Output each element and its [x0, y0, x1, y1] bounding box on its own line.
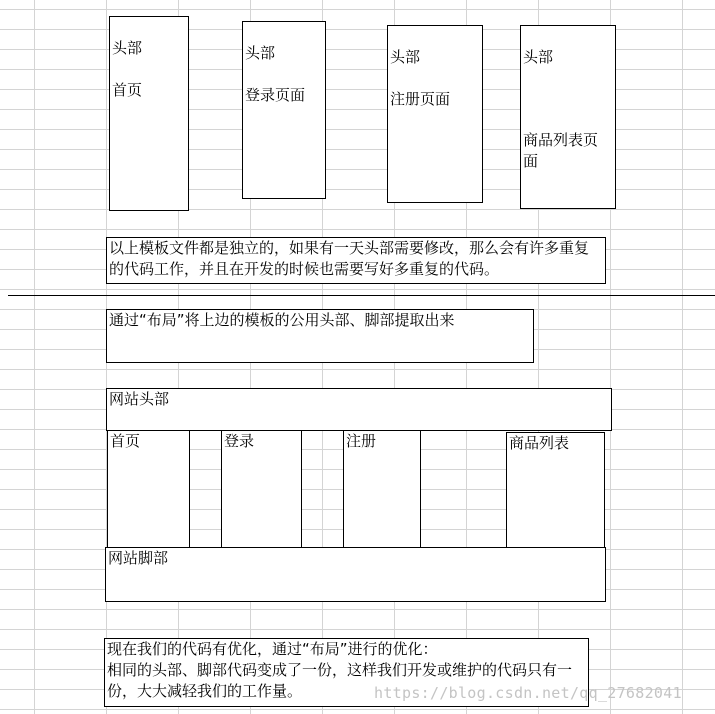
layout-footer: 网站脚部: [105, 547, 606, 602]
template-register: [387, 25, 483, 203]
note-problem: 以上模板文件都是独立的，如果有一天头部需要修改，那么会有许多重复的代码工作，并且在开发的时候也需要写好多重复的代码。: [106, 237, 606, 284]
template-login: [242, 21, 326, 199]
note-layout: 通过“布局”将上边的模板的公用头部、脚部提取出来: [106, 309, 534, 363]
template-products-header: 头部: [523, 48, 554, 66]
template-register-page: 注册页面: [390, 90, 451, 108]
template-products-page: 商品列表页 面: [523, 131, 599, 170]
divider-line: [8, 295, 715, 296]
template-home-header: 头部: [112, 39, 143, 57]
template-login-page: 登录页面: [245, 86, 306, 104]
template-register-header: 头部: [390, 48, 421, 66]
template-home: [109, 16, 189, 211]
note-result: 现在我们的代码有优化，通过“布局”进行的优化： 相同的头部、脚部代码变成了一份，这样我们开发或维护的代码只有一份，大大减轻我们的工作量。: [104, 638, 589, 707]
layout-page-login: 登录: [221, 430, 302, 550]
watermark-text: https://blog.csdn.net/qq_27682041: [374, 684, 682, 702]
template-home-page: 首页: [112, 81, 143, 99]
template-login-header: 头部: [245, 44, 276, 62]
layout-page-products: 商品列表: [506, 432, 605, 548]
layout-page-home: 首页: [107, 430, 190, 550]
layout-header: 网站头部: [106, 388, 612, 431]
layout-page-register: 注册: [343, 430, 421, 549]
template-products: [520, 25, 616, 209]
